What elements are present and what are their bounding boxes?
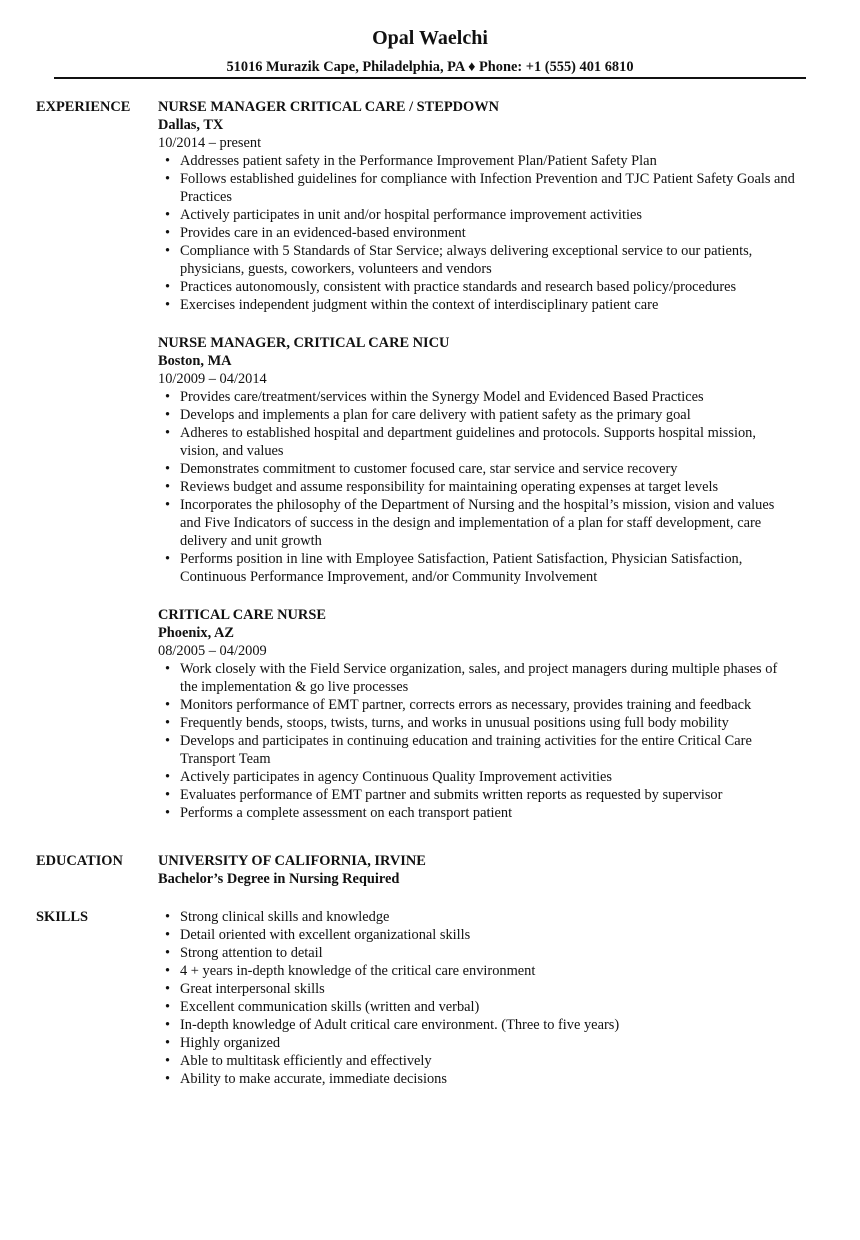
job-bullet-list bbox=[158, 660, 798, 822]
resume-header bbox=[0, 26, 860, 76]
job-location: Boston, MA bbox=[158, 353, 232, 369]
job-bullet: • Monitors performance of EMT partner, corrects errors as necessary, provides training and feedback bbox=[180, 696, 798, 714]
job-entry bbox=[158, 98, 798, 314]
skill-item: • Excellent communication skills (written and verbal) bbox=[180, 998, 798, 1016]
skill-item: • 4 + years in-depth knowledge of the critical care environment bbox=[180, 962, 798, 980]
job-bullet: • Adheres to established hospital and department guidelines and protocols. Supports hospital mission, vision, and values bbox=[180, 424, 798, 460]
section-title-experience: EXPERIENCE bbox=[36, 99, 131, 115]
skill-item: • Able to multitask efficiently and effectively bbox=[180, 1052, 798, 1070]
job-bullet: • Exercises independent judgment within the context of interdisciplinary patient care bbox=[180, 296, 798, 314]
job-bullet: • Develops and participates in continuing education and training activities for the entire Critical Care Transport Team bbox=[180, 732, 798, 768]
header-divider bbox=[54, 77, 806, 79]
education-body bbox=[158, 852, 798, 888]
skills-body bbox=[158, 908, 798, 1088]
job-bullet: • Performs a complete assessment on each transport patient bbox=[180, 804, 798, 822]
job-dates: 08/2005 – 04/2009 bbox=[158, 643, 267, 659]
job-bullet: • Evaluates performance of EMT partner and submits written reports as requested by supervisor bbox=[180, 786, 798, 804]
skill-item: • Highly organized bbox=[180, 1034, 798, 1052]
section-title-education: EDUCATION bbox=[36, 853, 123, 869]
job-bullet: • Practices autonomously, consistent with practice standards and research based policy/procedures bbox=[180, 278, 798, 296]
skill-item: • In-depth knowledge of Adult critical care environment. (Three to five years) bbox=[180, 1016, 798, 1034]
skills-list bbox=[158, 908, 798, 1088]
job-bullet: • Provides care in an evidenced-based environment bbox=[180, 224, 798, 242]
skill-item: • Strong attention to detail bbox=[180, 944, 798, 962]
degree: Bachelor’s Degree in Nursing Required bbox=[158, 871, 400, 887]
job-bullet: • Develops and implements a plan for care delivery with patient safety as the primary goal bbox=[180, 406, 798, 424]
job-title: NURSE MANAGER CRITICAL CARE / STEPDOWN bbox=[158, 99, 500, 115]
job-bullet: • Actively participates in unit and/or hospital performance improvement activities bbox=[180, 206, 798, 224]
experience-body bbox=[158, 98, 798, 822]
job-dates: 10/2009 – 04/2014 bbox=[158, 371, 267, 387]
skill-item: • Great interpersonal skills bbox=[180, 980, 798, 998]
job-bullet: • Addresses patient safety in the Performance Improvement Plan/Patient Safety Plan bbox=[180, 152, 798, 170]
job-bullet: • Follows established guidelines for compliance with Infection Prevention and TJC Patient Safety Goals and Practices bbox=[180, 170, 798, 206]
job-bullet: • Reviews budget and assume responsibility for maintaining operating expenses at target levels bbox=[180, 478, 798, 496]
job-dates: 10/2014 – present bbox=[158, 135, 262, 151]
job-bullet: • Provides care/treatment/services within the Synergy Model and Evidenced Based Practices bbox=[180, 388, 798, 406]
contact-line: 51016 Murazik Cape, Philadelphia, PA ♦ Phone: +1 (555) 401 6810 bbox=[226, 59, 634, 75]
job-bullet: • Demonstrates commitment to customer focused care, star service and service recovery bbox=[180, 460, 798, 478]
job-title: NURSE MANAGER, CRITICAL CARE NICU bbox=[158, 335, 450, 351]
job-location: Dallas, TX bbox=[158, 117, 224, 133]
skill-item: • Detail oriented with excellent organizational skills bbox=[180, 926, 798, 944]
job-bullet: • Frequently bends, stoops, twists, turns, and works in unusual positions using full body mobility bbox=[180, 714, 798, 732]
job-bullet: • Actively participates in agency Continuous Quality Improvement activities bbox=[180, 768, 798, 786]
job-location: Phoenix, AZ bbox=[158, 625, 234, 641]
job-bullet-list bbox=[158, 152, 798, 314]
job-bullet: • Compliance with 5 Standards of Star Service; always delivering exceptional service to our patients, physicians, guests, coworkers, volunteers and vendors bbox=[180, 242, 798, 278]
job-bullet-list bbox=[158, 388, 798, 586]
skill-item: • Strong clinical skills and knowledge bbox=[180, 908, 798, 926]
job-bullet: • Performs position in line with Employee Satisfaction, Patient Satisfaction, Physician Satisfaction, Continuous Performance Improvement, and/or Community Involvement bbox=[180, 550, 798, 586]
section-title-skills: SKILLS bbox=[36, 909, 88, 925]
job-bullet: • Incorporates the philosophy of the Department of Nursing and the hospital’s mission, vision and values and Five Indicators of success in the design and implementation of a plan for staff development, care delivery and unit growth bbox=[180, 496, 798, 550]
job-bullet: • Work closely with the Field Service organization, sales, and project managers during multiple phases of the implementation & go live processes bbox=[180, 660, 798, 696]
job-title: CRITICAL CARE NURSE bbox=[158, 607, 326, 623]
job-entry bbox=[158, 606, 798, 822]
candidate-name: Opal Waelchi bbox=[372, 27, 488, 49]
job-entry bbox=[158, 334, 798, 586]
skill-item: • Ability to make accurate, immediate decisions bbox=[180, 1070, 798, 1088]
school-name: UNIVERSITY OF CALIFORNIA, IRVINE bbox=[158, 853, 426, 869]
